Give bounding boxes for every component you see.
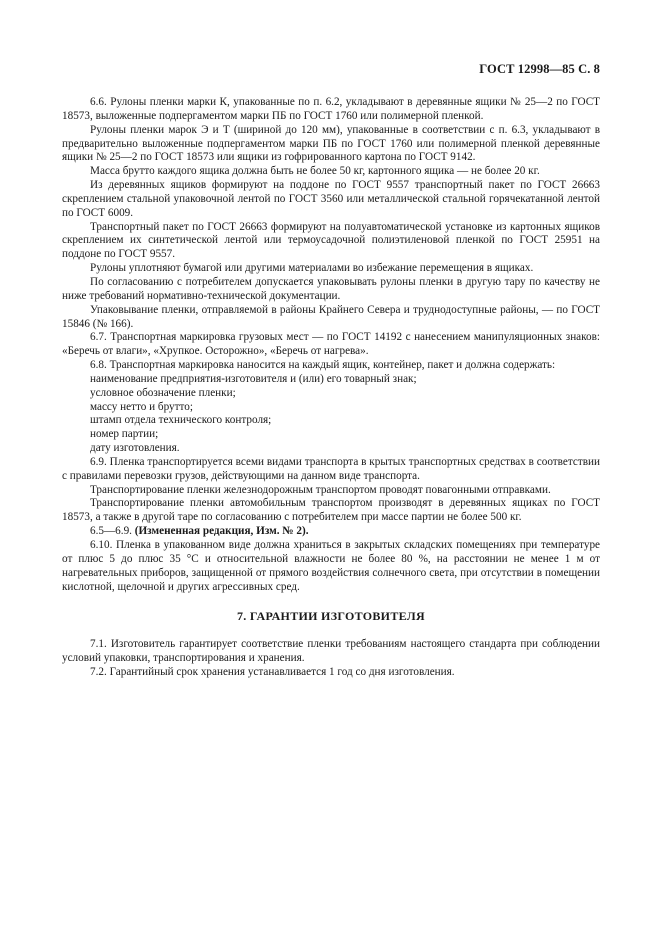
section-title: 7. ГАРАНТИИ ИЗГОТОВИТЕЛЯ — [237, 609, 425, 624]
paragraph-compaction: Рулоны уплотняют бумагой или другими материалами во избежание перемещения в ящиках. — [90, 262, 534, 275]
list-item: штамп отдела технического контроля; — [90, 414, 272, 427]
paragraph-6-9: 6.9. Пленка транспортируется всеми видами транспорта в крытых транспортных средствах в соответствии с правилами перевозки грузов, действующими на данном виде транспорта. — [62, 455, 600, 482]
list-item: массу нетто и брутто; — [90, 400, 193, 413]
paragraph-gross-mass: Масса брутто каждого ящика должна быть не более 50 кг, картонного ящика — не более 20 кг. — [90, 165, 540, 178]
paragraph-transport-pack: Транспортный пакет по ГОСТ 26663 формируют на полуавтоматической установке из картонных ящиков скреплением их синтетической лентой или термоусадочной полиэтиленовой пленкой по ГОСТ 25951 на поддоне по ГОСТ 9557. — [62, 220, 600, 261]
document-body — [62, 96, 600, 680]
paragraph-road-transport: Транспортирование пленки автомобильным транспортом производят в деревянных ящиках по ГОСТ 18573, а также в другой таре по согласованию с потребителем при массе партии не более 500 кг. — [62, 497, 600, 524]
page-header: ГОСТ 12998—85 С. 8 — [479, 62, 600, 76]
list-item: наименование предприятия-изготовителя и (или) его товарный знак; — [90, 372, 417, 385]
paragraph-edition-note — [62, 525, 600, 539]
paragraph-6-6: 6.6. Рулоны пленки марки К, упакованные по п. 6.2, укладывают в деревянные ящики № 25—2 по ГОСТ 18573, выложенные подпергаментом марки ПБ по ГОСТ 1760 или полимерной пленкой. — [62, 96, 600, 122]
paragraph-6-8: 6.8. Транспортная маркировка наносится на каждый ящик, контейнер, пакет и должна содержать: — [90, 359, 556, 372]
list-item: дату изготовления. — [90, 442, 180, 455]
paragraph-rolls-et: Рулоны пленки марок Э и Т (шириной до 120 мм), упакованные в соответствии с п. 6.3, укладывают в предварительно выложенные подпергаментом марки ПБ по ГОСТ 1760 или полимерной пленкой деревянные ящики № 25—2 по ГОСТ 18573 или ящики из гофрированного картона по ГОСТ 9142. — [62, 123, 600, 164]
edition-bold: (Измененная редакция, Изм. № 2). — [134, 525, 309, 538]
paragraph-far-north: Упаковывание пленки, отправляемой в районы Крайнего Севера и труднодоступные районы, — по ГОСТ 15846 (№ 166). — [62, 303, 600, 330]
document-page — [62, 62, 600, 680]
list-item: условное обозначение пленки; — [90, 386, 236, 399]
paragraph-6-10: 6.10. Пленка в упакованном виде должна храниться в закрытых складских помещениях при температуре от плюс 5 до плюс 35 °С и относительной влажности не более 80 %, на расстоянии не менее 1 м от нагревательных приборов, защищенной от прямого воздействия солнечного света, при отсутствии в помещении кислотной, щелочной и других агрессивных сред. — [62, 539, 600, 593]
paragraph-other-container: По согласованию с потребителем допускается упаковывать рулоны пленки в другую тару по качеству не ниже требований нормативно-технической документации. — [62, 275, 600, 302]
paragraph-7-2: 7.2. Гарантийный срок хранения устанавливается 1 год со дня изготовления. — [90, 666, 455, 679]
list-item: номер партии; — [90, 428, 159, 441]
paragraph-6-7: 6.7. Транспортная маркировка грузовых мест — по ГОСТ 14192 с нанесением манипуляционных знаков: «Беречь от влаги», «Хрупкое. Осторожно», «Беречь от нагрева». — [62, 331, 600, 358]
paragraph-rail-transport: Транспортирование пленки железнодорожным транспортом проводят повагонными отправками. — [90, 483, 551, 496]
edition-prefix: 6.5—6.9. — [90, 525, 135, 538]
paragraph-7-1: 7.1. Изготовитель гарантирует соответствие пленки требованиям настоящего стандарта при соблюдении условий упаковки, транспортирования и хранения. — [62, 638, 600, 665]
paragraph-wooden-boxes: Из деревянных ящиков формируют на поддоне по ГОСТ 9557 транспортный пакет по ГОСТ 26663 скреплением стальной упаковочной лентой по ГОСТ 3560 или металлической стальной горячекатанной лентой по ГОСТ 6009. — [62, 179, 600, 219]
